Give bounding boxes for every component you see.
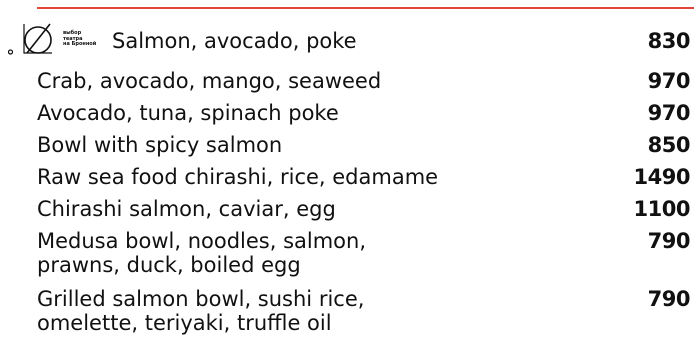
menu-item [37, 70, 690, 98]
menu-item-name-line-2: omelette, teriyaki, truffle oil [37, 311, 332, 335]
menu-item-name-line-2: prawns, duck, boiled egg [37, 253, 301, 277]
logo-line: выбор [63, 30, 82, 36]
menu-item-price: 1490 [633, 165, 690, 189]
menu-item [37, 198, 690, 226]
menu-item-price: 790 [647, 287, 690, 311]
menu-item [37, 30, 690, 58]
menu-item-price: 790 [647, 229, 690, 253]
menu-item [37, 134, 690, 162]
menu-item-price: 970 [647, 101, 690, 125]
menu-item-name: Crab, avocado, mango, seaweed [37, 69, 382, 93]
menu-item-name: Salmon, avocado, poke [112, 29, 357, 53]
menu-item [37, 102, 690, 130]
menu-item-price: 830 [647, 29, 690, 53]
menu-item [37, 287, 690, 335]
menu-item-name: Raw sea food chirashi, rice, edamame [37, 165, 439, 189]
menu-item [37, 166, 690, 194]
menu-item-price: 970 [647, 69, 690, 93]
menu-item-name: Chirashi salmon, caviar, egg [37, 197, 336, 221]
menu-item-price: 850 [647, 133, 690, 157]
menu-item [37, 229, 690, 277]
logo-line: на Бронной [63, 41, 97, 47]
menu-item-name-line-1: Medusa bowl, noodles, salmon, [37, 229, 367, 253]
menu-item-name: Bowl with spicy salmon [37, 133, 283, 157]
menu-item-name-line-1: Grilled salmon bowl, sushi rice, [37, 287, 365, 311]
logo-line: театра [63, 35, 83, 42]
menu-item-price: 1100 [633, 197, 690, 221]
top-divider [37, 7, 694, 9]
menu-item-name: Avocado, tuna, spinach poke [37, 101, 339, 125]
